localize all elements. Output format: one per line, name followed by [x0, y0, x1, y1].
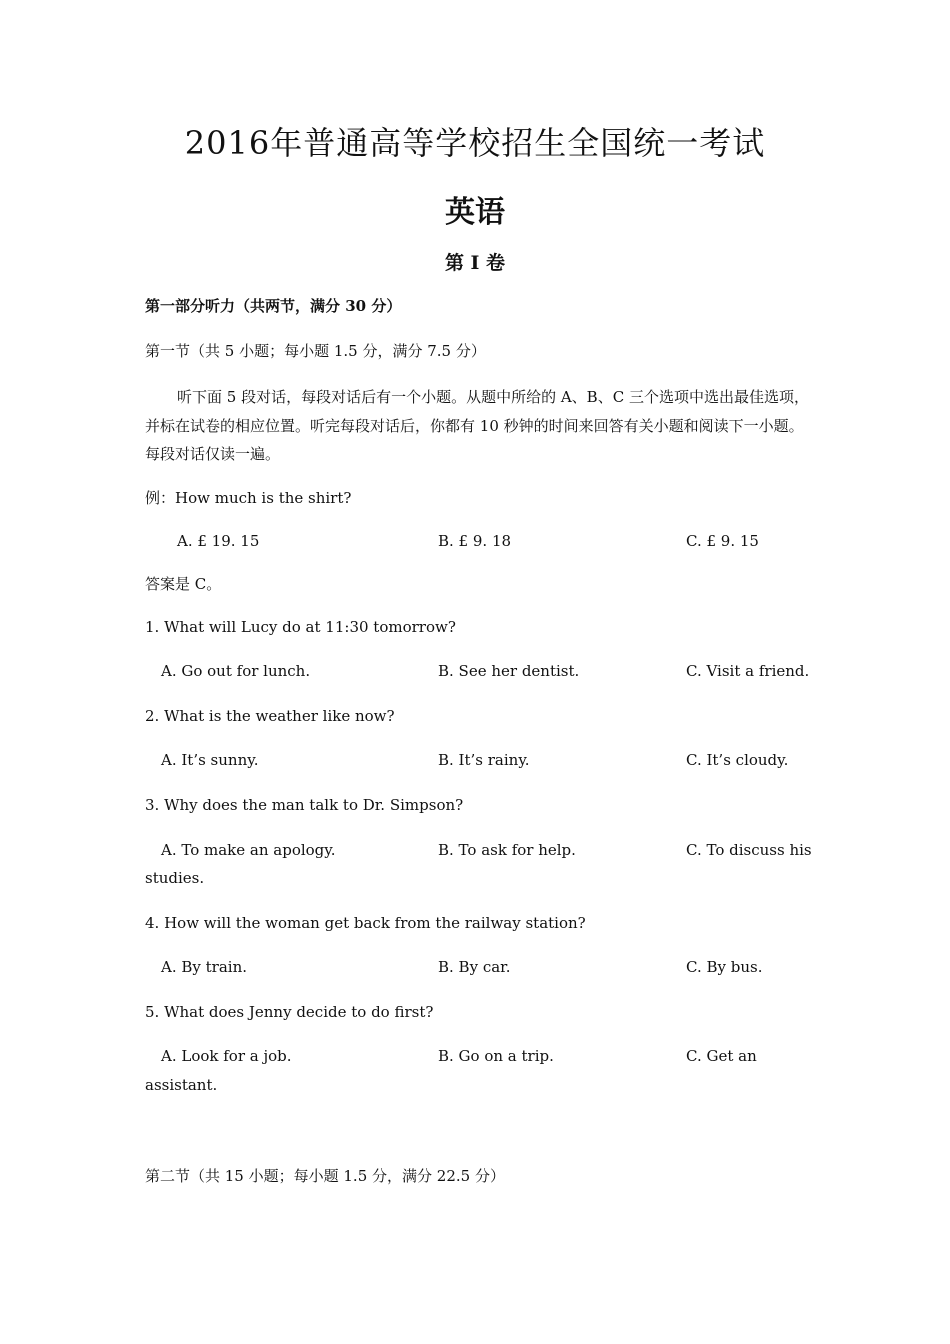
question-3: 3. Why does the man talk to Dr. Simpson?: [145, 796, 464, 814]
example-option-b: B. £ 9. 18: [438, 532, 512, 550]
question-3-option-b: B. To ask for help.: [438, 841, 576, 859]
question-1-option-b: B. See her dentist.: [438, 662, 580, 680]
question-4-option-b: B. By car.: [438, 958, 511, 976]
question-1-option-c: C. Visit a friend.: [686, 662, 810, 680]
question-1: 1. What will Lucy do at 11:30 tomorrow?: [145, 618, 456, 636]
question-2-option-c: C. It’s cloudy.: [686, 751, 789, 769]
instructions-paragraph: 听下面 5 段对话，每段对话后有一个小题。从题中所给的 A、B、C 三个选项中选出最佳选项，并标在试卷的相应位置。听完每段对话后，你都有 10 秒钟的时间来回答有关小题和阅读下一小题。每段对话仅读一遍。: [145, 388, 809, 463]
question-4-option-a: A. By train.: [161, 958, 248, 976]
question-5-option-c-wrap: assistant.: [145, 1076, 218, 1094]
exam-title: 2016年普通高等学校招生全国统一考试: [184, 124, 766, 162]
question-2-option-b: B. It’s rainy.: [438, 751, 530, 769]
question-3-option-c: C. To discuss his: [686, 841, 812, 859]
section1-heading: 第一节（共 5 小题；每小题 1.5 分，满分 7.5 分）: [145, 342, 486, 360]
question-2-option-a: A. It’s sunny.: [161, 751, 259, 769]
question-5-option-c: C. Get an: [686, 1047, 757, 1065]
question-4: 4. How will the woman get back from the railway station?: [145, 914, 586, 932]
part1-heading: 第一部分听力（共两节，满分 30 分）: [145, 297, 402, 315]
question-3-option-a: A. To make an apology.: [161, 841, 336, 859]
question-5-option-a: A. Look for a job.: [161, 1047, 292, 1065]
question-3-option-c-wrap: studies.: [145, 869, 205, 887]
question-1-option-a: A. Go out for lunch.: [161, 662, 311, 680]
question-4-option-c: C. By bus.: [686, 958, 763, 976]
volume-title: 第 I 卷: [444, 252, 506, 274]
example-answer: 答案是 C。: [145, 575, 222, 593]
question-2: 2. What is the weather like now?: [145, 707, 395, 725]
question-5: 5. What does Jenny decide to do first?: [145, 1003, 434, 1021]
section2-heading: 第二节（共 15 小题；每小题 1.5 分，满分 22.5 分）: [145, 1167, 505, 1185]
example-question: 例：How much is the shirt?: [145, 489, 352, 507]
subject-title: 英语: [445, 195, 505, 230]
example-option-a: A. £ 19. 15: [177, 532, 260, 550]
example-option-c: C. £ 9. 15: [686, 532, 759, 550]
question-5-option-b: B. Go on a trip.: [438, 1047, 554, 1065]
